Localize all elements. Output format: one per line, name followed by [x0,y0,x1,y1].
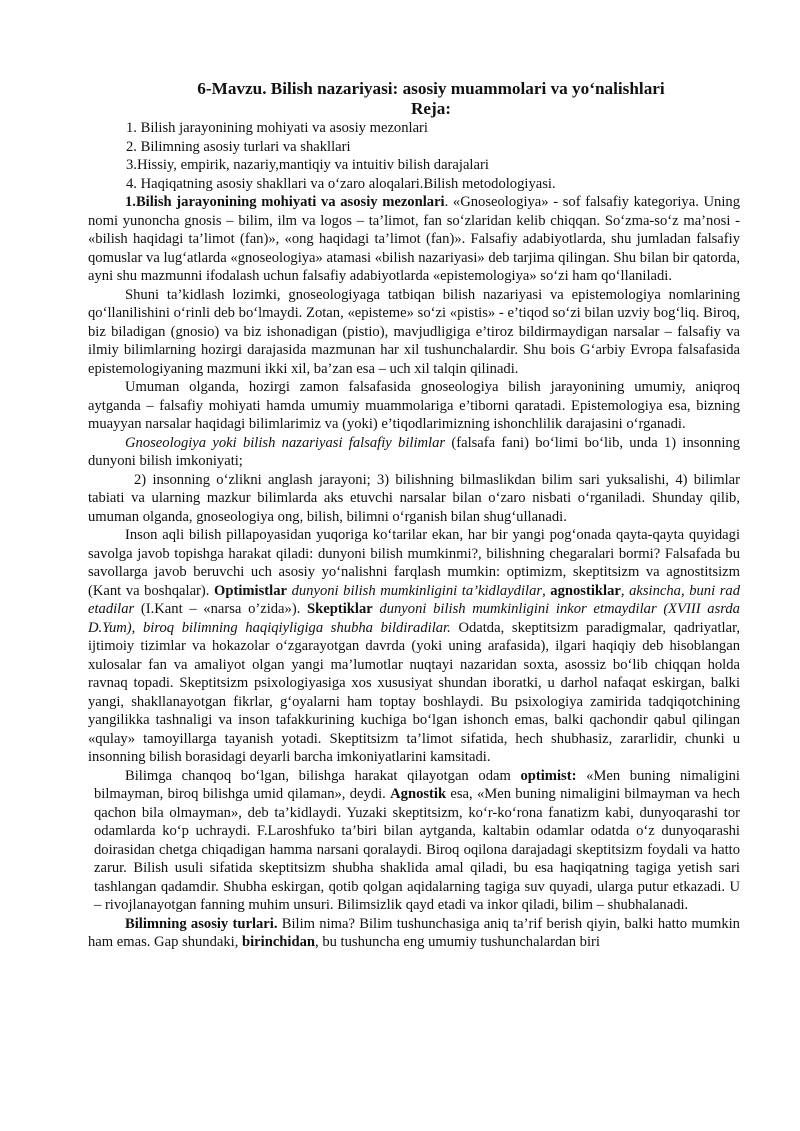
paragraph-gnoseology-definition: 1.Bilish jarayonining mohiyati va asosiy mezonlari. «Gnoseologiya» - sof falsafiy kategoriya. Uning nomi yunoncha gnosis – bilim, ilm va logos – ta’limot, fan so‘zlaridan kelib chiqqan. So‘zma-so‘z ma’nosi - «bilish haqidagi ta’limot (fan)», «ong haqidagi ta’limot (fan)». Falsafiy adabiyotlarda, shu jumladan falsafiy qomuslar va lug‘atlarda «gnoseologiya» atamasi «bilish nazariyasi» deb tarjima qilingan. Shu bilan bir qatorda, ayni shu mazmunni ifodalash uchun falsafiy adabiyotlarda «epistemologiya» so‘zi ham qo‘llaniladi. [88,194,740,284]
document-title: 6-Mavzu. Bilish nazariyasi: asosiy muammolari va yo‘nalishlari [197,79,665,98]
paragraph-self-awareness: 2) insonning o‘zlikni anglash jarayoni; 3) bilishning bilmaslikdan bilim sari yuksalishi, 4) bilimlar tabiati va ularning mazkur bilimlarda aks etuvchi narsalar bilan o‘zaro nisbati o‘rganiladi. Shunday qilib, umuman olganda, gnoseologiya ong, bilish, bilimni o‘rganish bilan shug‘ullanadi. [88,471,740,525]
plan-heading: Reja: [410,99,452,118]
paragraph-knowledge-types: Bilimning asosiy turlari. Bilim nima? Bilim tushunchasiga aniq ta’rif berish qiyin, balki hatto mumkin ham emas. Gap shundaki, birinchidan, bu tushuncha eng umumiy tushunchalardan biri [88,915,740,950]
paragraph-knowability: Inson aqli bilish pillapoyasidan yuqoriga ko‘tarilar ekan, har bir yangi pog‘onada qayta-qayta quyidagi savolga javob topishga harakat qiladi: dunyoni bilish mumkinmi?, bilishning chegaralari bormi? Falsafada bu savollarga javob beruvchi uch asosiy yo‘nalishni farqlash mumkin: optimizm, skeptitsizm va agnostitsizm (Kant va boshqalar). Optimistlar dunyoni bilish mumkinligini ta’kidlaydilar, agnostiklar, aksincha, buni rad etadilar (I.Kant – «narsa o’zida»). Skeptiklar dunyoni bilish mumkinligini inkor etmaydilar (XVIII asrda D.Yum), biroq bilimning haqiqiyligiga shubha bildiradilar. Odatda, skeptitsizm paradigmalar, qadriyatlar, ijtimoiy tizimlar va hokazolar o‘zgarayotgan davrda (yoki uning arafasida), ilgari haqiqiy deb hisoblangan xulosalar fan va amaliyot olgan yangi ma’lumotlar nuqtayi nazaridan soxta, asossiz bo‘lib chiqqan holda ravnaq topadi. Skeptitsizm psixologiyasiga xos xususiyat shundan iboratki, u darhol nafaqat eskirgan, balki yangi, shakllanayotgan fikrlar, g‘oyalarni ham toptay boshlaydi. Bu psixologiya zamirida tadqiqotchining yangilikka tashnaligi va inson tafakkurining kuchiga bo‘lgan ishonch emas, balki qachondir qabul qilingan «qulay» tamoyillarga tayanish yotadi. Skeptitsizm ta’limot sifatida, hech shubhasiz, zararlidir, chunki u insonning bilish borasidagi deyarli barcha imkoniyatlarini kamsitadi. [88,527,740,765]
paragraph-modern-philosophy: Umuman olganda, hozirgi zamon falsafasida gnoseologiya bilish jarayonining umumiy, aniqroq aytganda – falsafiy mohiyati hamda umumiy muammolariga e’tiborni qaratadi. Epistemologiya esa, bizning muayyan narsalar haqidagi bilimlarimiz va (yoki) e’tiqodlarimizning ishonchlilik darajasini o‘rganadi. [88,379,740,432]
document-page [88,72,740,952]
paragraph-epistemology-terms: Shuni ta’kidlash lozimki, gnoseologiyaga tatbiqan bilish nazariyasi va epistemologiya nomlarining qo‘llanilishini o‘rinli deb bo‘lmaydi. Zotan, «episteme» so‘zi «pistis» - e’tiqod so‘zi bilan uzviy bog‘liq. Biroq, biz biladigan (gnosio) va biz ishonadigan (pistio), mavjudligiga e’tiroz bildirmaydigan narsalar – falsafiy va ilmiy bilimlarning hozirgi darajasida mazmunan har xil tushunchalardir. Shu bois G‘arbiy Evropa falsafasida epistemologiyaning mazmuni ikki xil, ba’zan esa – uch xil talqin qilinadi. [88,286,740,377]
plan-item: 2. Bilimning asosiy turlari va shakllari [126,138,351,155]
section-heading-1: 1.Bilish jarayonining mohiyati va asosiy mezonlari [125,194,445,210]
plan-item: 3.Hissiy, empirik, nazariy,mantiqiy va intuitiv bilish darajalari [126,157,489,173]
paragraph-gnoseology-scope: Gnoseologiya yoki bilish nazariyasi falsafiy bilimlar (falsafa fani) bo‘limi bo‘lib, unda 1) insonning dunyoni bilish imkoniyati; [88,434,740,469]
plan-item: 4. Haqiqatning asosiy shakllari va o‘zaro aloqalari.Bilish metodologiyasi. [126,175,556,192]
plan-list [88,119,740,193]
paragraph-optimist-agnostic: Bilimga chanqoq bo‘lgan, bilishga harakat qilayotgan odam optimist: «Men buning nimaligini bilmayman, biroq bilishga umid qilaman», deydi. Agnostik esa, «Men buning nimaligini bilmayman va hech qachon bila olmayman», deb ta’kidlaydi. Yuzaki skeptitsizm, ko‘r-ko‘rona fanatizm kabi, dunyoqarashi tor odamlarda ko‘p uchraydi. F.Laroshfuko ta’biri bilan aytganda, kaltabin odamlar odatda o‘z dunyoqarashi doirasidan chetga chiqadigan hamma narsani qoralaydi. Biroq oqilona darajadagi skeptitsizm foydali va hatto zarur. Bilish usuli sifatida skeptitsizm shubha shaklida amal qiladi, bu esa haqiqatning tagiga yetish sari tashlangan qadamdir. Shubha eskirgan, qotib qolgan aqidalarning tagiga suv quyadi, ularga putur etkazadi. U – rivojlanayotgan fanning muhim unsuri. Bilimsizlik qayd etadi va inkor qiladi, bilim – shubhalanadi. [94,767,740,913]
section-heading-2: Bilimning asosiy turlari. [125,915,278,932]
plan-item: 1. Bilish jarayonining mohiyati va asosiy mezonlari [126,120,428,136]
